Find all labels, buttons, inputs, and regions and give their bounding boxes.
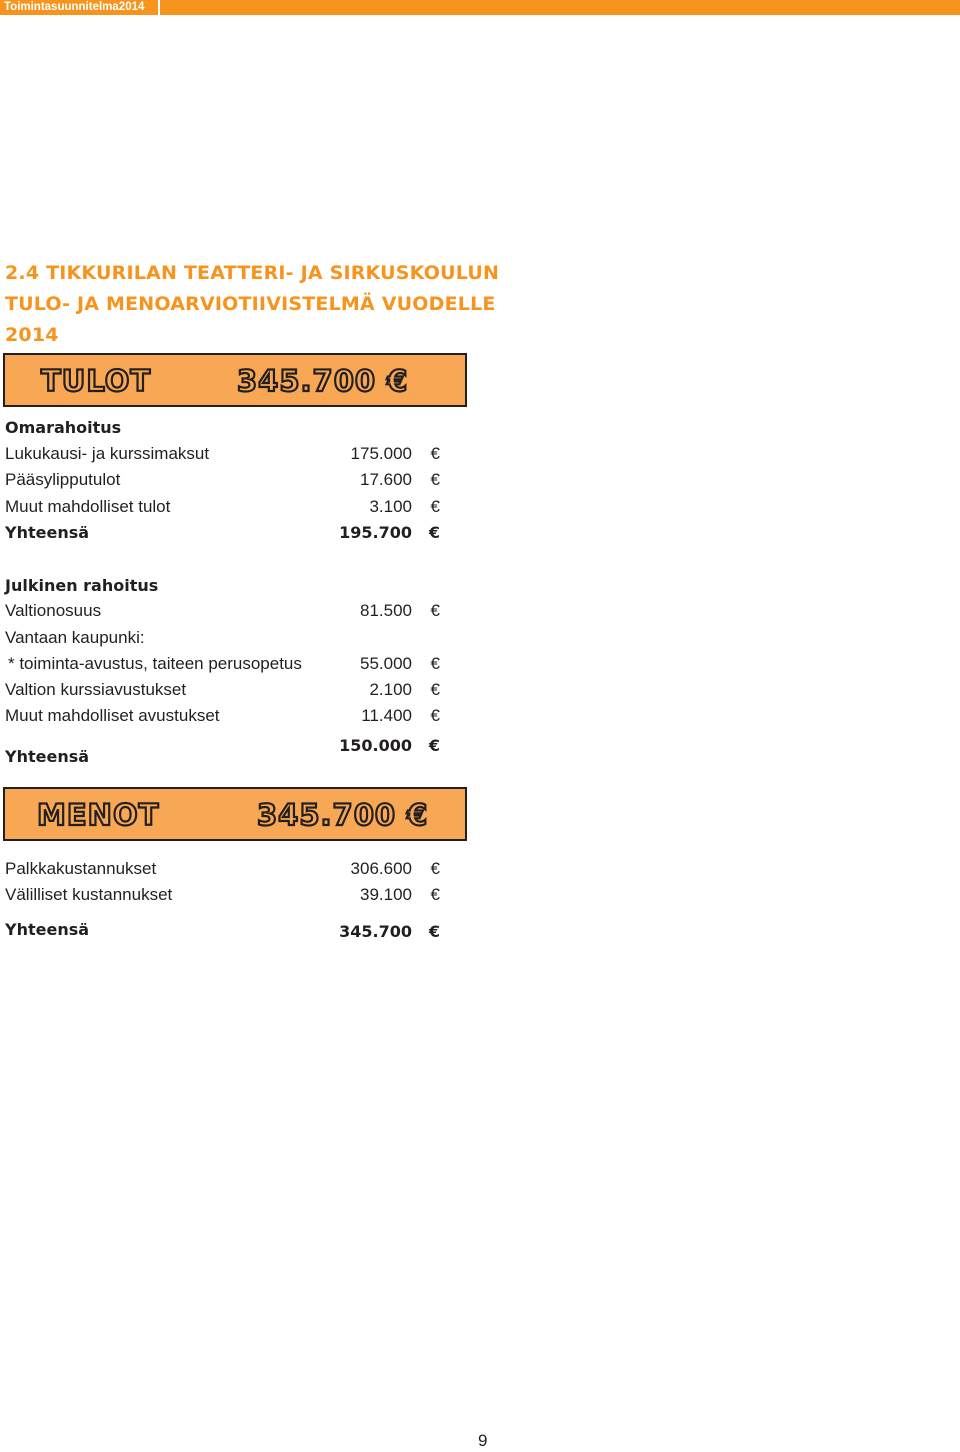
- table-row: [5, 856, 450, 882]
- section-title-line-1: 2.4 TIKKURILAN TEATTERI- JA SIRKUSKOULUN: [5, 262, 500, 284]
- page-number: 9: [478, 1431, 488, 1450]
- income-banner: [3, 353, 467, 407]
- row-value: 175.000: [350, 444, 412, 463]
- table-row: [5, 467, 450, 493]
- income-banner-label: TULOT: [41, 364, 152, 398]
- table-row: [5, 703, 450, 729]
- public-funding-heading: Julkinen rahoitus: [5, 576, 159, 595]
- section-title-line-3: 2014: [5, 324, 59, 346]
- expenses-banner: [3, 787, 467, 841]
- row-label: Lukukausi- ja kurssimaksut: [5, 444, 210, 463]
- expenses-total-row: [5, 917, 450, 943]
- euro-icon: €: [428, 523, 440, 542]
- euro-icon: €: [430, 859, 440, 878]
- euro-icon: €: [428, 922, 440, 941]
- own-funding-total-row: [5, 520, 450, 546]
- row-label: Muut mahdolliset tulot: [5, 497, 171, 516]
- euro-icon: €: [430, 706, 440, 725]
- total-label: Yhteensä: [5, 747, 90, 766]
- euro-icon: €: [428, 736, 440, 755]
- table-row: [5, 625, 450, 651]
- section-title: [5, 258, 500, 351]
- public-funding-heading-row: [5, 573, 450, 599]
- row-label: Vantaan kaupunki:: [5, 628, 145, 647]
- section-title-line-2: TULO- JA MENOARVIOTIIVISTELMÄ VUODELLE: [5, 293, 496, 315]
- table-row: [5, 882, 450, 908]
- euro-icon: €: [430, 470, 440, 489]
- row-value: 17.600: [360, 470, 412, 489]
- income-banner-amount: 345.700 €: [237, 364, 409, 398]
- row-value: 3.100: [369, 497, 412, 516]
- table-row: [5, 598, 450, 624]
- row-value: 39.100: [360, 885, 412, 904]
- euro-icon: €: [430, 680, 440, 699]
- euro-icon: €: [430, 885, 440, 904]
- public-funding-total-label-row: [5, 744, 450, 770]
- header-bar: [0, 0, 960, 15]
- total-value: 195.700: [339, 523, 412, 542]
- total-value: 150.000: [339, 736, 412, 755]
- row-value: 2.100: [369, 680, 412, 699]
- euro-icon: €: [430, 444, 440, 463]
- row-label: * toiminta-avustus, taiteen perusopetus: [8, 654, 302, 673]
- row-value: 81.500: [360, 601, 412, 620]
- row-label: Muut mahdolliset avustukset: [5, 706, 220, 725]
- euro-icon: €: [430, 601, 440, 620]
- row-value: 55.000: [360, 654, 412, 673]
- row-value: 306.600: [350, 859, 412, 878]
- expenses-banner-amount: 345.700 €: [257, 798, 429, 832]
- row-label: Valtionosuus: [5, 601, 102, 620]
- row-label: Pääsylipputulot: [5, 470, 121, 489]
- table-row: [5, 651, 450, 677]
- euro-icon: €: [430, 654, 440, 673]
- total-value: 345.700: [339, 922, 412, 941]
- row-label: Palkkakustannukset: [5, 859, 157, 878]
- euro-icon: €: [430, 497, 440, 516]
- expenses-banner-label: MENOT: [37, 798, 160, 832]
- total-label: Yhteensä: [5, 920, 90, 939]
- row-value: 11.400: [361, 706, 412, 725]
- header-accent-bar: [160, 0, 960, 15]
- row-label: Välilliset kustannukset: [5, 885, 173, 904]
- table-row: [5, 494, 450, 520]
- row-label: Valtion kurssiavustukset: [5, 680, 187, 699]
- table-row: [5, 441, 450, 467]
- total-label: Yhteensä: [5, 523, 90, 542]
- own-funding-heading-row: [5, 415, 450, 441]
- own-funding-heading: Omarahoitus: [5, 418, 122, 437]
- table-row: [5, 677, 450, 703]
- document-header-label: Toimintasuunnitelma2014: [0, 0, 158, 15]
